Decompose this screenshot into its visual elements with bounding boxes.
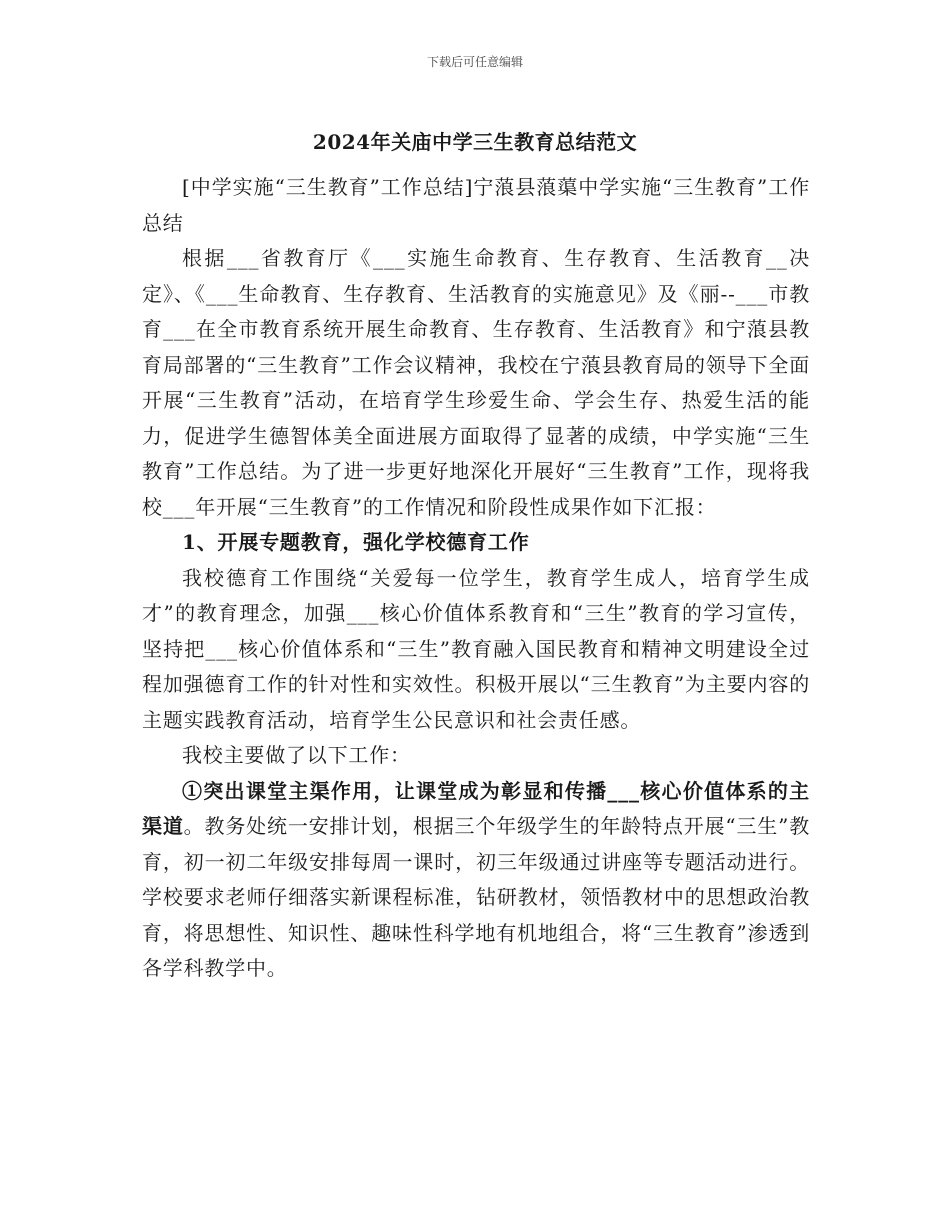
document-body bbox=[142, 170, 810, 987]
document-title: 2024年关庙中学三生教育总结范文 bbox=[312, 130, 638, 154]
paragraph-intro: [中学实施“三生教育”工作总结]宁蒗县蒗蕖中学实施“三生教育”工作总结 bbox=[142, 175, 810, 235]
paragraph-overview: 根据___省教育厅《___实施生命教育、生存教育、生活教育__决定》、《___生命教育、生存教育、生活教育的实施意见》及《丽--___市教育___在全市教育系统开展生命教育、生存教育、生活教育》和宁蒗县教育局部署的“三生教育”工作会议精神，我校在宁蒗县教育局的领导下全面开展“三生教育”活动，在培育学生珍爱生命、学会生存、热爱生活的能力，促进学生德智体美全面进展方面取得了显著的成绩，中学实施“三生教育”工作总结。为了进一步更好地深化开展好“三生教育”工作，现将我校___年开展“三生教育”的工作情况和阶段性成果作如下汇报： bbox=[142, 246, 810, 519]
item-1-text: 。教务处统一安排计划，根据三个年级学生的年龄特点开展“三生”教育，初一初二年级安排每周一课时，初三年级通过讲座等专题活动进行。学校要求老师仔细落实新课程标准，钻研教材，领悟教材中的思想政治教育，将思想性、知识性、趣味性科学地有机地组合，将“三生教育”渗透到各学科教学中。 bbox=[142, 814, 810, 980]
paragraph-moral-education: 我校德育工作围绕“关爱每一位学生，教育学生成人，培育学生成才”的教育理念，加强___核心价值体系教育和“三生”教育的学习宣传，坚持把___核心价值体系和“三生”教育融入国民教育和精神文明建设全过程加强德育工作的针对性和实效性。积极开展以“三生教育”为主要内容的主题实践教育活动，培育学生公民意识和社会责任感。 bbox=[142, 565, 810, 732]
page-header-note: 下载后可任意编辑 bbox=[426, 55, 523, 69]
paragraph-work-list-intro: 我校主要做了以下工作： bbox=[182, 743, 411, 767]
paragraph-item-1 bbox=[142, 774, 810, 987]
item-1-bold-lead: ①突出课堂主渠作用，让课堂成为彰显和传播___核心价值体系的主渠道 bbox=[142, 778, 810, 838]
section-heading-1: 1、开展专题教育，强化学校德育工作 bbox=[182, 530, 530, 554]
